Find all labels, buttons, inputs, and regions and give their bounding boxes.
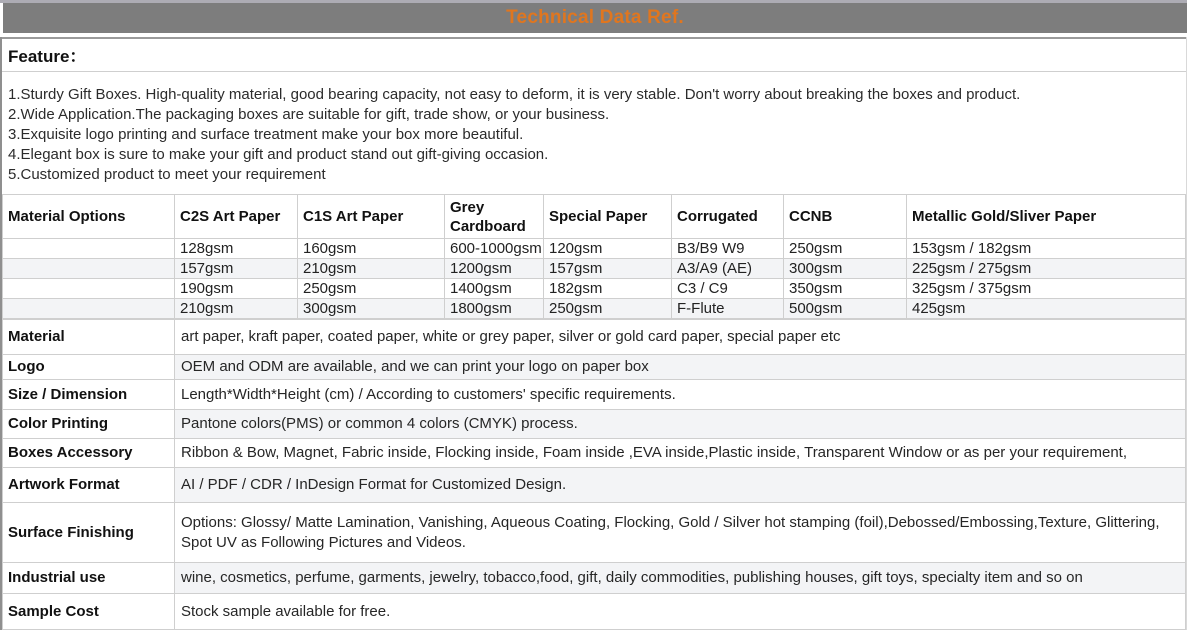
materials-cell: 210gsm xyxy=(175,299,298,319)
materials-cell: 182gsm xyxy=(544,279,672,299)
feature-item: 4.Elegant box is sure to make your gift and product stand out gift-giving occasion. xyxy=(8,146,549,163)
materials-cell: B3/B9 W9 xyxy=(672,239,784,259)
materials-cell xyxy=(3,279,175,299)
spec-label: Color Printing xyxy=(3,410,175,439)
materials-header-cell: C1S Art Paper xyxy=(298,195,445,239)
materials-cell: 500gsm xyxy=(784,299,907,319)
spec-label: Size / Dimension xyxy=(3,380,175,410)
materials-cell: 120gsm xyxy=(544,239,672,259)
materials-row xyxy=(3,299,1186,319)
materials-cell: 190gsm xyxy=(175,279,298,299)
spec-row xyxy=(3,410,1186,439)
materials-cell xyxy=(3,239,175,259)
spec-label: Logo xyxy=(3,355,175,380)
materials-cell: 600-1000gsm xyxy=(445,239,544,259)
spec-row xyxy=(3,320,1186,355)
title-bar xyxy=(3,3,1187,33)
feature-item: 5.Customized product to meet your requirement xyxy=(8,166,326,183)
spec-label: Surface Finishing xyxy=(3,503,175,563)
materials-cell: 425gsm xyxy=(907,299,1186,319)
spec-row xyxy=(3,503,1186,563)
feature-list xyxy=(2,72,1186,194)
spec-value: Ribbon & Bow, Magnet, Fabric inside, Flocking inside, Foam inside ,EVA inside,Plastic inside, Transparent Window or as per your requirement, xyxy=(175,439,1186,468)
spec-row xyxy=(3,355,1186,380)
materials-header-cell: CCNB xyxy=(784,195,907,239)
materials-cell: 300gsm xyxy=(298,299,445,319)
materials-cell: 153gsm / 182gsm xyxy=(907,239,1186,259)
spec-label: Boxes Accessory xyxy=(3,439,175,468)
materials-header-row xyxy=(3,195,1186,239)
materials-cell: 250gsm xyxy=(544,299,672,319)
materials-cell: 1800gsm xyxy=(445,299,544,319)
materials-cell: 1200gsm xyxy=(445,259,544,279)
spec-value: art paper, kraft paper, coated paper, white or grey paper, silver or gold card paper, special paper etc xyxy=(175,320,1186,355)
feature-item: 3.Exquisite logo printing and surface treatment make your box more beautiful. xyxy=(8,126,524,143)
spec-row xyxy=(3,380,1186,410)
technical-data-section xyxy=(0,37,1187,630)
materials-header-cell: Corrugated xyxy=(672,195,784,239)
materials-cell xyxy=(3,299,175,319)
materials-cell: 300gsm xyxy=(784,259,907,279)
materials-cell: A3/A9 (AE) xyxy=(672,259,784,279)
materials-cell: 128gsm xyxy=(175,239,298,259)
material-options-table xyxy=(2,194,1186,319)
specifications-table xyxy=(2,319,1186,630)
materials-header-cell: Metallic Gold/Sliver Paper xyxy=(907,195,1186,239)
feature-item: 2.Wide Application.The packaging boxes are suitable for gift, trade show, or your business. xyxy=(8,106,610,123)
materials-cell: 250gsm xyxy=(784,239,907,259)
materials-cell: 157gsm xyxy=(175,259,298,279)
spec-value: wine, cosmetics, perfume, garments, jewelry, tobacco,food, gift, daily commodities, publishing houses, gift toys, specialty item and so on xyxy=(175,563,1186,594)
spec-value: OEM and ODM are available, and we can print your logo on paper box xyxy=(175,355,1186,380)
feature-item: 1.Sturdy Gift Boxes. High-quality material, good bearing capacity, not easy to deform, it is very stable. Don't worry about breaking the boxes and product. xyxy=(8,86,1021,103)
feature-heading: Feature： xyxy=(2,37,1186,72)
materials-cell: 157gsm xyxy=(544,259,672,279)
materials-cell: 1400gsm xyxy=(445,279,544,299)
spec-label: Industrial use xyxy=(3,563,175,594)
materials-cell xyxy=(3,259,175,279)
spec-label: Artwork Format xyxy=(3,468,175,503)
materials-cell: 350gsm xyxy=(784,279,907,299)
materials-row xyxy=(3,259,1186,279)
spec-value: Stock sample available for free. xyxy=(175,594,1186,630)
spec-label: Sample Cost xyxy=(3,594,175,630)
materials-cell: 325gsm / 375gsm xyxy=(907,279,1186,299)
page-title: Technical Data Ref. xyxy=(506,7,684,28)
materials-cell: 160gsm xyxy=(298,239,445,259)
spec-value: Options: Glossy/ Matte Lamination, Vanishing, Aqueous Coating, Flocking, Gold / Silver hot stamping (foil),Debossed/Embossing,Texture, Glittering, Spot UV as Following Pictures and Videos. xyxy=(175,503,1186,563)
materials-header-cell: Grey Cardboard xyxy=(445,195,544,239)
materials-header-cell: Special Paper xyxy=(544,195,672,239)
spec-value: Length*Width*Height (cm) / According to customers' specific requirements. xyxy=(175,380,1186,410)
spec-row xyxy=(3,439,1186,468)
materials-cell: 225gsm / 275gsm xyxy=(907,259,1186,279)
materials-header-cell: C2S Art Paper xyxy=(175,195,298,239)
materials-row xyxy=(3,239,1186,259)
materials-cell: C3 / C9 xyxy=(672,279,784,299)
spec-value: AI / PDF / CDR / InDesign Format for Customized Design. xyxy=(175,468,1186,503)
materials-header-cell: Material Options xyxy=(3,195,175,239)
materials-cell: F-Flute xyxy=(672,299,784,319)
spec-row xyxy=(3,468,1186,503)
spec-value: Pantone colors(PMS) or common 4 colors (CMYK) process. xyxy=(175,410,1186,439)
spec-row xyxy=(3,594,1186,630)
materials-cell: 250gsm xyxy=(298,279,445,299)
spec-label: Material xyxy=(3,320,175,355)
materials-row xyxy=(3,279,1186,299)
materials-cell: 210gsm xyxy=(298,259,445,279)
spec-row xyxy=(3,563,1186,594)
